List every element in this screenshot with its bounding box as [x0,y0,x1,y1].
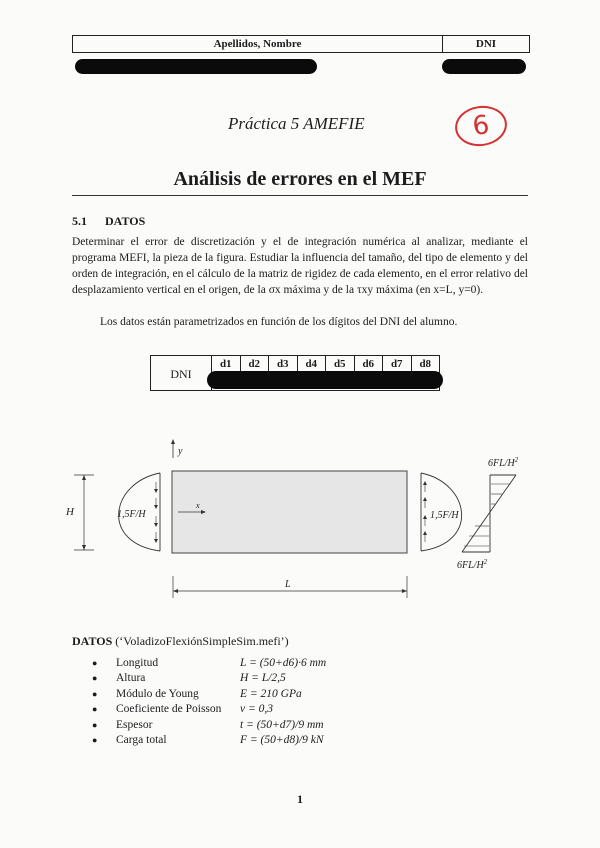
list-item: ● Coeficiente de Poisson ν = 0,3 [92,703,273,716]
digit-header: d4 [298,356,327,372]
digit-header: d8 [419,358,432,370]
beam-figure [0,438,600,608]
header-table [72,35,530,53]
digit-header: d7 [383,356,412,372]
y-axis-label: y [178,446,183,457]
redacted-dni [442,59,526,74]
bottom-moment-label: $6FL/H^2$ [457,558,488,571]
left-load-label: 1,5F/H [117,509,146,520]
dni-table-label: DNI [151,356,212,390]
digit-header: d2 [241,356,270,372]
page-number: 1 [297,792,303,806]
name-header: Apellidos, Nombre [73,36,443,52]
datos-file: (‘VoladizoFlexiónSimpleSim.mefi’) [115,634,289,648]
dni-digits-table [150,355,440,391]
moment-arrows [464,484,509,546]
top-moment-label: $6FL/H^2$ [488,456,519,469]
height-arrow-top [82,475,86,480]
right-load-label: 1,5F/H [430,510,459,521]
practice-subtitle: Práctica 5 AMEFIE [228,114,365,133]
beam-rectangle [172,471,407,553]
digit-header: d1 [212,356,241,372]
height-label: H [66,506,74,518]
length-arrow-right [402,589,407,593]
height-arrow-bottom [82,545,86,550]
x-axis-label: x [196,501,200,510]
datos-heading [72,634,289,649]
instructions-paragraph: Determinar el error de discretización y el de integración numérica al analizar, mediante el programa MEFI, la pieza de la figura. Estudiar la influencia del tamaño, del tipo de elemento y del orden de integración, en el cálculo de la matriz de rigidez de cada elemento, en el error relativo del desplazamiento vertical en el origen, de la σx máxima y de la τxy máxima (en x=L, y=0). [72,236,528,296]
section-name: DATOS [105,214,146,228]
length-arrow-left [173,589,178,593]
parametrization-note: Los datos están parametrizados en función de los dígitos del DNI del alumno. [100,316,458,328]
list-item: ● Altura H = L/2,5 [92,672,286,685]
data-list [92,655,326,748]
datos-label: DATOS [72,634,113,648]
dni-header: DNI [475,38,497,50]
page-title: Análisis de errores en el MEF [173,168,427,190]
list-item: ● Espesor t = (50+d7)/9 mm [92,718,324,731]
moment-diagonal [462,475,516,552]
section-number: 5.1 [72,214,87,228]
length-label: L [285,579,291,590]
list-item: ● Longitud L = (50+d6)·6 mm [92,656,327,669]
grade-mark: 6 [452,103,509,150]
redacted-dni-digits [207,371,443,389]
section-heading [72,214,145,229]
digit-header: d6 [355,356,384,372]
list-item: ● Carga total F = (50+d8)/9 kN [92,734,324,747]
digit-header: d5 [326,356,355,372]
redacted-name [75,59,317,74]
title-rule [72,195,528,196]
digit-header: d3 [269,356,298,372]
list-item: ● Módulo de Young E = 210 GPa [92,687,302,700]
y-axis-arrow [171,439,175,444]
